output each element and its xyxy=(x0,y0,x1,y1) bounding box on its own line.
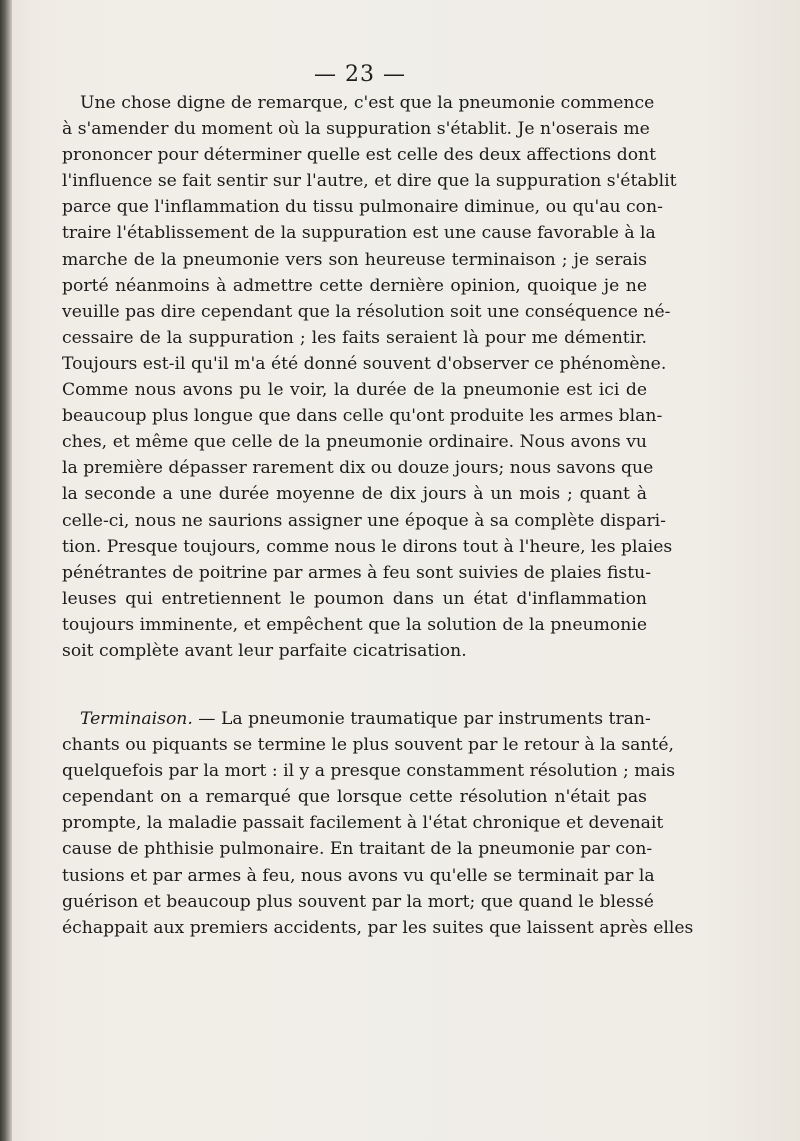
text-line: traire l'établissement de la suppuration est une cause favorable à la xyxy=(62,223,656,244)
text-line: chants ou piquants se termine le plus souvent par le retour à la santé, xyxy=(62,735,675,756)
text-line: beaucoup plus longue que dans celle qu'ont produite les armes blan- xyxy=(62,406,663,427)
page-number: — 23 — xyxy=(314,62,406,87)
text-line: échappait aux premiers accidents, par les suites que laissent après elles xyxy=(62,917,694,938)
text-line: marche de la pneumonie vers son heureuse terminaison ; je serais xyxy=(62,249,647,270)
text-line: pénétrantes de poitrine par armes à feu sont suivies de plaies fistu- xyxy=(62,562,652,583)
section-heading: Terminaison. xyxy=(80,709,193,729)
binding-edge xyxy=(0,0,12,1141)
text-line: la seconde a une durée moyenne de dix jours à un mois ; quant à xyxy=(62,484,647,505)
text-line: veuille pas dire cependant que la résolution soit une conséquence né- xyxy=(62,301,671,322)
text-line: l'influence se fait sentir sur l'autre, et dire que la suppuration s'établit xyxy=(62,171,677,192)
text-line: leuses qui entretiennent le poumon dans un état d'inflammation xyxy=(62,588,647,609)
text-line: parce que l'inflammation du tissu pulmonaire diminue, ou qu'au con- xyxy=(62,197,663,218)
text-line: Une chose digne de remarque, c'est que la pneumonie commence xyxy=(80,93,655,113)
text-line: prompte, la maladie passait facilement à l'état chronique et devenait xyxy=(62,813,664,834)
text-line: tusions et par armes à feu, nous avons vu qu'elle se terminait par la xyxy=(62,865,655,886)
text-line: cause de phthisie pulmonaire. En traitant de la pneumonie par con- xyxy=(62,839,653,860)
text-line: toujours imminente, et empêchent que la solution de la pneumonie xyxy=(62,614,647,635)
text-line: quelquefois par la mort : il y a presque constamment résolution ; mais xyxy=(62,761,676,782)
text-line: celle-ci, nous ne saurions assigner une époque à sa complète dispari- xyxy=(62,510,666,531)
text-line: porté néanmoins à admettre cette dernière opinion, quoique je ne xyxy=(62,275,647,296)
text-line: à s'amender du moment où la suppuration s'établit. Je n'oserais me xyxy=(62,119,650,140)
text-line: la première dépasser rarement dix ou douze jours; nous savons que xyxy=(62,458,654,479)
text-line: cessaire de la suppuration ; les faits seraient là pour me démentir. xyxy=(62,327,647,348)
text-line-content: — La pneumonie traumatique par instruments tran- xyxy=(192,709,651,729)
paragraph-1 xyxy=(62,90,677,664)
text-line xyxy=(62,706,651,732)
text-line: Comme nous avons pu le voir, la durée de la pneumonie est ici de xyxy=(62,380,647,401)
text-line: Toujours est-il qu'il m'a été donné souvent d'observer ce phénomène. xyxy=(62,353,667,374)
text-line: tion. Presque toujours, comme nous le dirons tout à l'heure, les plaies xyxy=(62,536,673,557)
text-line: soit complète avant leur parfaite cicatrisation. xyxy=(62,640,467,661)
text-line: prononcer pour déterminer quelle est celle des deux affections dont xyxy=(62,145,657,166)
text-line: guérison et beaucoup plus souvent par la mort; que quand le blessé xyxy=(62,891,654,912)
paragraph-2 xyxy=(62,706,694,941)
text-line: ches, et même que celle de la pneumonie ordinaire. Nous avons vu xyxy=(62,432,647,453)
text-line: cependant on a remarqué que lorsque cette résolution n'était pas xyxy=(62,787,647,808)
